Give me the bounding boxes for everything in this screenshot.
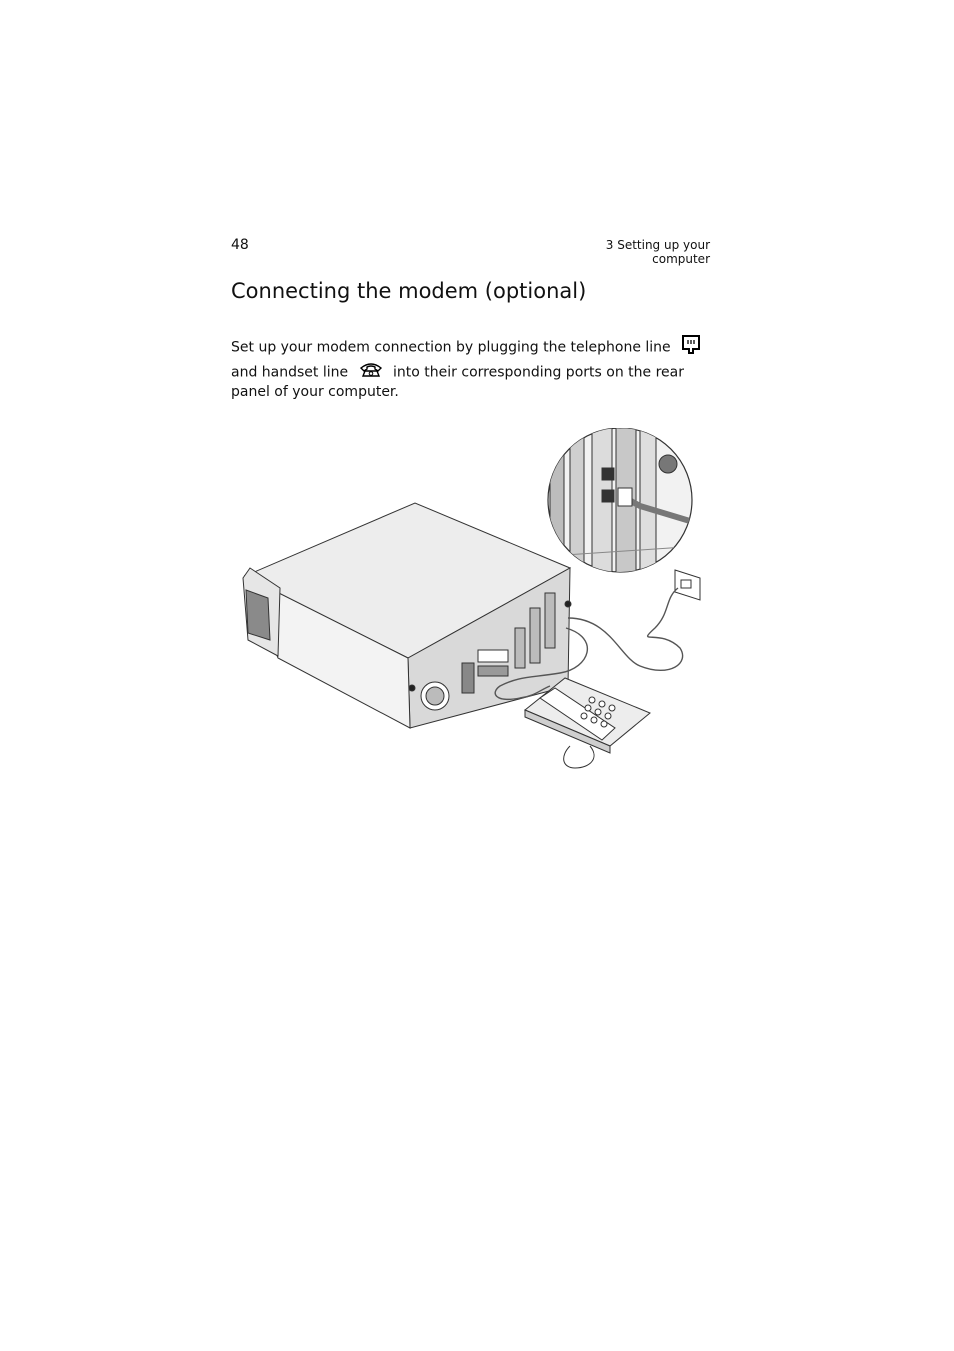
wall-socket [675,570,700,600]
modem-connection-illustration [240,428,710,773]
instruction-line-2 [231,362,711,401]
page-number: 48 [231,237,249,253]
telephone-handset-icon [359,362,383,383]
section-title: Connecting the modem (optional) [231,279,587,303]
instruction-text-2a: and handset line [231,364,349,381]
computer-case [243,503,571,728]
instruction-line-1 [231,334,701,361]
instruction-text-2b: into their corresponding ports on the rear panel of your computer. [231,364,684,400]
instruction-text-1: Set up your modem connection by plugging the telephone line [231,339,671,356]
rear-panel-zoom [548,428,700,578]
running-header: 3 Setting up your computer [605,238,710,266]
phone-jack-icon [681,334,701,361]
